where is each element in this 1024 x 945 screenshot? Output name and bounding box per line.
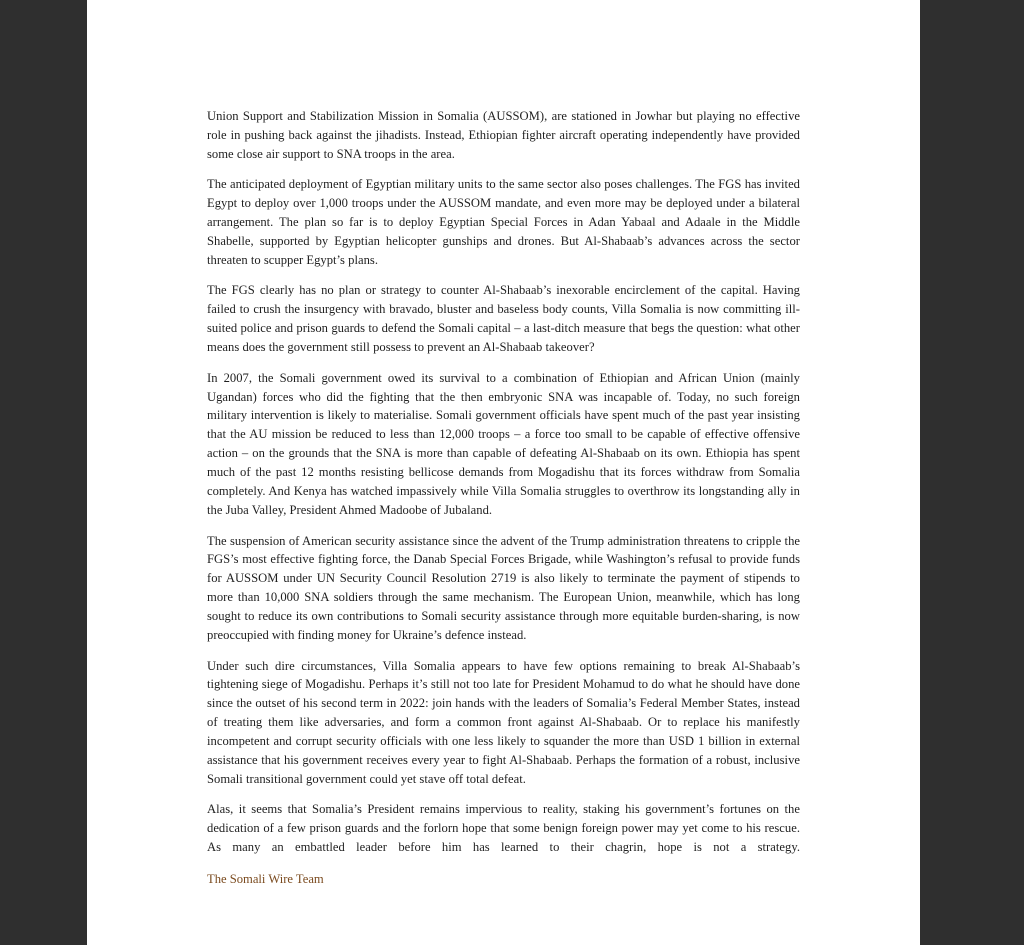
paragraph-fgs-no-plan: The FGS clearly has no plan or strategy to counter Al-Shabaab’s inexorable encirclement of the capital. Having failed to crush the insurgency with bravado, bluster and baseless body counts, Villa Somalia is now committing ill-suited police and prison guards to defend the Somali capital – a last-ditch measure that begs the question: what other means does the government still possess to prevent an Al-Shabaab takeover? — [207, 283, 800, 355]
paragraph-aussom-jowhar: Union Support and Stabilization Mission in Somalia (AUSSOM), are stationed in Jowhar but playing no effective role in pushing back against the jihadists. Instead, Ethiopian fighter aircraft operating independently have provided some close air support to SNA troops in the area. — [207, 109, 800, 161]
document-page — [87, 0, 920, 945]
author-signature: The Somali Wire Team — [207, 872, 324, 886]
paragraph-egyptian-deployment: The anticipated deployment of Egyptian military units to the same sector also poses challenges. The FGS has invited Egypt to deploy over 1,000 troops under the AUSSOM mandate, and even more may be deployed under a bilateral arrangement. The plan so far is to deploy Egyptian Special Forces in Adan Yabaal and Adaale in the Middle Shabelle, supported by Egyptian helicopter gunships and drones. But Al-Shabaab’s advances across the sector threaten to scupper Egypt’s plans. — [207, 177, 800, 267]
paragraph-dire-circumstances: Under such dire circumstances, Villa Somalia appears to have few options remaining to break Al-Shabaab’s tightening siege of Mogadishu. Perhaps it’s still not too late for President Mohamud to do what he should have done since the outset of his second term in 2022: join hands with the leaders of Somalia’s Federal Member States, instead of treating them like adversaries, and form a common front against Al-Shabaab. Or to replace his manifestly incompetent and corrupt security officials with one less likely to squander the more than USD 1 billion in external assistance that his government receives every year to fight Al-Shabaab. Perhaps the formation of a robust, inclusive Somali transitional government could yet stave off total defeat. — [207, 658, 800, 786]
paragraph-us-assistance-suspension: The suspension of American security assistance since the advent of the Trump administration threatens to cripple the FGS’s most effective fighting force, the Danab Special Forces Brigade, while Washington’s refusal to provide funds for AUSSOM under UN Security Council Resolution 2719 is also likely to terminate the payment of stipends to more than 10,000 SNA soldiers through the same mechanism. The European Union, meanwhile, which has long sought to reduce its own contributions to Somali security assistance through more equitable burden-sharing, is now preoccupied with finding money for Ukraine’s defence instead. — [207, 533, 800, 643]
paragraph-conclusion: Alas, it seems that Somalia’s President remains impervious to reality, staking his government’s fortunes on the dedication of a few prison guards and the forlorn hope that some benign foreign power may yet come to his rescue. As many an embattled leader before him has learned to their chagrin, hope is not a strategy. — [207, 802, 800, 855]
article-body — [207, 107, 800, 869]
paragraph-2007-survival: In 2007, the Somali government owed its survival to a combination of Ethiopian and African Union (mainly Ugandan) forces who did the fighting that the then embryonic SNA was incapable of. Today, no such foreign military intervention is likely to materialise. Somali government officials have spent much of the past year insisting that the AU mission be reduced to less than 12,000 troops – a force too small to be capable of effective offensive action – on the grounds that the SNA is more than capable of defeating Al-Shabaab on its own. Ethiopia has spent much of the past 12 months resisting bellicose demands from Mogadishu that its forces withdraw from Somalia completely. And Kenya has watched impassively while Villa Somalia struggles to overthrow its longstanding ally in the Juba Valley, President Ahmed Madoobe of Jubaland. — [207, 370, 800, 517]
